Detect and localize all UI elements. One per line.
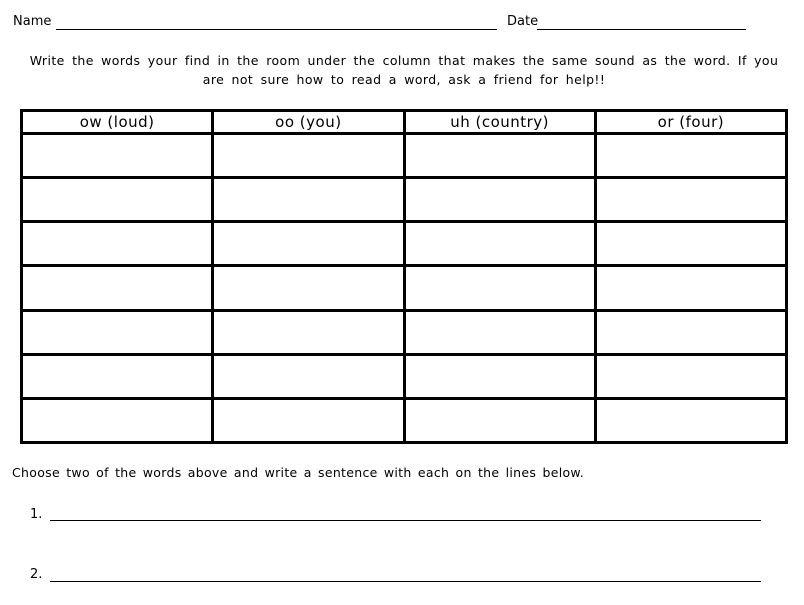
sentence-prompt: Choose two of the words above and write a sentence with each on the lines below. xyxy=(12,465,585,480)
instructions: Write the words your find in the room under the column that makes the same sound as the word. If you are not sure how to read a word, ask a friend for help!! xyxy=(29,53,779,87)
table-cell[interactable] xyxy=(22,266,213,310)
name-label: Name xyxy=(13,14,52,29)
date-field[interactable] xyxy=(537,29,746,30)
table-row xyxy=(22,354,787,398)
table-cell[interactable] xyxy=(22,398,213,442)
sentence-number-1: 1. xyxy=(30,507,43,522)
table-cell[interactable] xyxy=(595,266,786,310)
table-cell[interactable] xyxy=(595,134,786,178)
table-cell[interactable] xyxy=(595,354,786,398)
table-cell[interactable] xyxy=(213,354,404,398)
table-row xyxy=(22,398,787,442)
table-row xyxy=(22,222,787,266)
sentence-number-2: 2. xyxy=(30,567,43,582)
table-cell[interactable] xyxy=(213,178,404,222)
column-header-or: or (four) xyxy=(595,111,786,134)
table-row xyxy=(22,134,787,178)
table-header-row xyxy=(22,111,787,134)
table-cell[interactable] xyxy=(595,178,786,222)
table-cell[interactable] xyxy=(22,222,213,266)
column-header-uh: uh (country) xyxy=(404,111,595,134)
table-cell[interactable] xyxy=(22,354,213,398)
table-cell[interactable] xyxy=(404,310,595,354)
table-cell[interactable] xyxy=(595,398,786,442)
table-cell[interactable] xyxy=(213,398,404,442)
sentence-line-1[interactable] xyxy=(50,520,761,521)
name-field[interactable] xyxy=(56,29,497,30)
table-cell[interactable] xyxy=(404,398,595,442)
table-cell[interactable] xyxy=(22,310,213,354)
table-row xyxy=(22,178,787,222)
table-cell[interactable] xyxy=(595,222,786,266)
table-cell[interactable] xyxy=(404,222,595,266)
column-header-oo: oo (you) xyxy=(213,111,404,134)
table-cell[interactable] xyxy=(595,310,786,354)
sentence-line-2[interactable] xyxy=(50,581,761,582)
table-cell[interactable] xyxy=(404,134,595,178)
sorting-table xyxy=(20,109,788,444)
table-cell[interactable] xyxy=(213,310,404,354)
table-cell[interactable] xyxy=(213,266,404,310)
table-cell[interactable] xyxy=(404,266,595,310)
table-row xyxy=(22,266,787,310)
table-cell[interactable] xyxy=(22,134,213,178)
table-cell[interactable] xyxy=(213,134,404,178)
column-header-ow: ow (loud) xyxy=(22,111,213,134)
date-label: Date xyxy=(507,14,539,29)
table-cell[interactable] xyxy=(22,178,213,222)
table-cell[interactable] xyxy=(404,178,595,222)
table-cell[interactable] xyxy=(404,354,595,398)
table-row xyxy=(22,310,787,354)
table-cell[interactable] xyxy=(213,222,404,266)
